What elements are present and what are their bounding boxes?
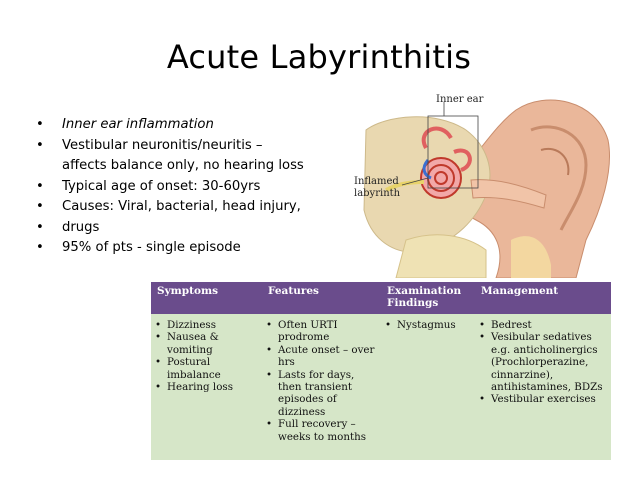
ear-anatomy-figure bbox=[346, 90, 614, 278]
header-management: Management bbox=[475, 282, 611, 314]
bullet-icon: • bbox=[36, 199, 44, 214]
bullet-item: • 95% of pts - single episode bbox=[36, 238, 336, 259]
cell-examination bbox=[381, 314, 475, 460]
cell-management bbox=[475, 314, 611, 460]
inflamed-label-line2: labyrinth bbox=[354, 188, 401, 199]
bullet-item: • Typical age of onset: 30-60yrs bbox=[36, 177, 336, 198]
bullet-item: • drugs bbox=[36, 218, 336, 239]
table-row bbox=[151, 314, 611, 460]
list-item: • Lasts for days, then transient episodes of dizziness bbox=[266, 369, 378, 419]
inner-ear-label: Inner ear bbox=[436, 94, 484, 105]
cell-features bbox=[262, 314, 381, 460]
list-item: • Vesibular sedatives e.g. anticholinergics (Prochlorperazine, cinnarzine), antihistamines, BDZs bbox=[479, 331, 608, 393]
bullet-item: • Causes: Viral, bacterial, head injury, bbox=[36, 197, 336, 218]
header-examination: Examination Findings bbox=[381, 282, 475, 314]
bullet-list bbox=[36, 115, 336, 259]
bullet-item: • Inner ear inflammation bbox=[36, 115, 336, 136]
header-features: Features bbox=[262, 282, 381, 314]
list-item: • Dizziness bbox=[155, 319, 259, 331]
bullet-icon: • bbox=[36, 178, 44, 194]
bullet-icon: • bbox=[36, 219, 44, 235]
list-item: • Nausea & vomiting bbox=[155, 331, 259, 356]
list-item: • Postural imbalance bbox=[155, 356, 259, 381]
inflamed-label-line1: Inflamed bbox=[354, 176, 399, 187]
bullet-continuation: affects balance only, no hearing loss bbox=[62, 158, 304, 173]
list-item: • Bedrest bbox=[479, 319, 608, 331]
list-item: • Vestibular exercises bbox=[479, 393, 608, 405]
bullet-icon: • bbox=[36, 117, 44, 132]
bullet-item: • Vestibular neuronitis/neuritis – bbox=[36, 136, 336, 157]
list-item: • Acute onset – over hrs bbox=[266, 344, 378, 369]
bullet-icon: • bbox=[36, 240, 44, 255]
list-item: • Nystagmus bbox=[385, 319, 472, 331]
cell-symptoms bbox=[151, 314, 262, 460]
slide-title: Acute Labyrinthitis bbox=[166, 38, 472, 76]
labyrinthitis-table bbox=[151, 282, 611, 460]
bullet-icon: • bbox=[36, 137, 44, 153]
header-symptoms: Symptoms bbox=[151, 282, 262, 314]
list-item: • Hearing loss bbox=[155, 381, 259, 393]
table-header-row bbox=[151, 282, 611, 314]
list-item: • Full recovery – weeks to months bbox=[266, 418, 378, 443]
list-item: • Often URTI prodrome bbox=[266, 319, 378, 344]
